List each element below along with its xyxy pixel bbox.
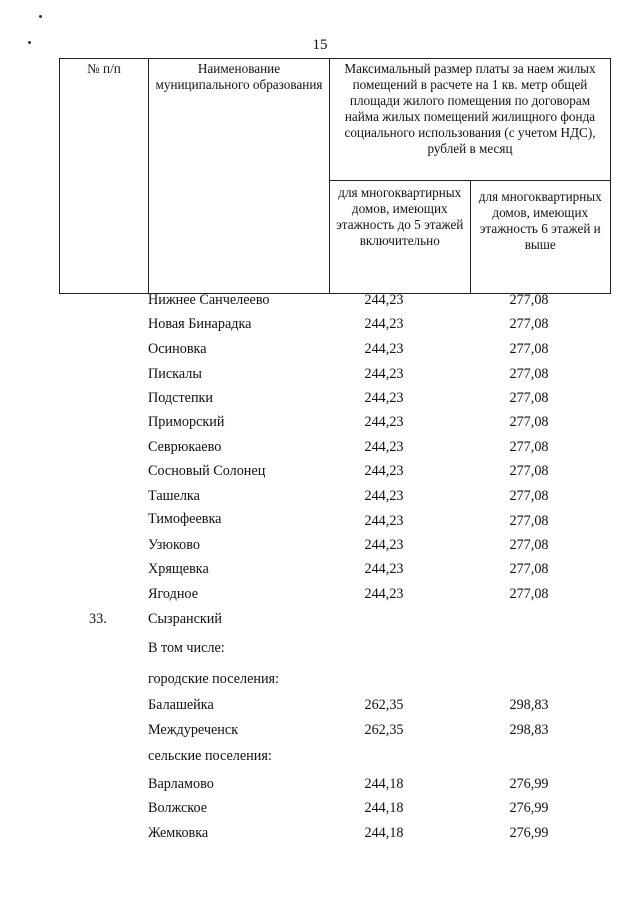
fee-6-floors-and-above: 277,08 <box>509 414 549 430</box>
fee-6-floors-and-above: 277,08 <box>509 513 549 529</box>
municipality-name: Варламово <box>148 776 214 792</box>
table-row <box>0 292 640 312</box>
table-row <box>0 390 640 410</box>
fee-up-to-5-floors: 262,35 <box>364 697 404 713</box>
municipality-name: Сызранский <box>148 611 222 627</box>
table-row <box>0 316 640 336</box>
municipality-name: Хрящевка <box>148 561 209 577</box>
fee-6-floors-and-above: 277,08 <box>509 341 549 357</box>
municipality-name: Междуреченск <box>148 722 239 738</box>
fee-up-to-5-floors: 244,23 <box>364 366 404 382</box>
municipality-name: городские поселения: <box>148 671 280 687</box>
table-row <box>0 800 640 820</box>
fee-up-to-5-floors: 244,23 <box>364 292 404 308</box>
table-row <box>0 561 640 581</box>
fee-up-to-5-floors: 244,23 <box>364 586 404 602</box>
fee-up-to-5-floors: 244,23 <box>364 463 404 479</box>
municipality-name: Приморский <box>148 414 225 430</box>
table-row <box>0 439 640 459</box>
fee-up-to-5-floors: 244,23 <box>364 414 404 430</box>
table-row <box>0 414 640 434</box>
fee-6-floors-and-above: 277,08 <box>509 488 549 504</box>
fee-6-floors-and-above: 277,08 <box>509 316 549 332</box>
municipality-name: Ягодное <box>148 586 198 602</box>
fee-up-to-5-floors: 244,23 <box>364 439 404 455</box>
fee-up-to-5-floors: 244,23 <box>364 316 404 332</box>
fee-6-floors-and-above: 277,08 <box>509 366 549 382</box>
fee-6-floors-and-above: 277,08 <box>509 292 549 308</box>
municipality-name: Ташелка <box>148 488 200 504</box>
municipality-name: Подстепки <box>148 390 214 406</box>
fee-up-to-5-floors: 244,18 <box>364 776 404 792</box>
table-row <box>0 341 640 361</box>
table-row <box>0 537 640 557</box>
table-row <box>0 488 640 508</box>
fee-up-to-5-floors: 244,18 <box>364 825 404 841</box>
municipality-name: Тимофеевка <box>148 511 222 527</box>
table-row <box>0 825 640 845</box>
fee-up-to-5-floors: 244,23 <box>364 561 404 577</box>
fee-6-floors-and-above: 277,08 <box>509 586 549 602</box>
municipality-name: Сосновый Солонец <box>148 463 266 479</box>
municipality-name: Осиновка <box>148 341 207 357</box>
fee-6-floors-and-above: 276,99 <box>509 825 549 841</box>
fee-up-to-5-floors: 244,23 <box>364 513 404 529</box>
municipality-name: Балашейка <box>148 697 214 713</box>
municipality-name: Волжское <box>148 800 208 816</box>
fee-6-floors-and-above: 298,83 <box>509 697 549 713</box>
fee-6-floors-and-above: 298,83 <box>509 722 549 738</box>
column-header-up-to-5-floors: для многоквартирных домов, имеющих этажность до 5 этажей включительно <box>330 181 471 294</box>
column-header-max-fee: Максимальный размер платы за наем жилых помещений в расчете на 1 кв. метр общей площади жилого помещения по договорам найма жилых помещений жилищного фонда социального использования (с учетом НДС), рублей в месяц <box>330 59 611 181</box>
page-number: 15 <box>312 37 328 53</box>
fee-up-to-5-floors: 244,23 <box>364 537 404 553</box>
table-row <box>0 671 640 691</box>
fee-6-floors-and-above: 277,08 <box>509 561 549 577</box>
table-row <box>0 697 640 717</box>
municipality-name: Новая Бинарадка <box>148 316 252 332</box>
fee-6-floors-and-above: 276,99 <box>509 800 549 816</box>
municipality-name: Нижнее Санчелеево <box>148 292 270 308</box>
fee-6-floors-and-above: 277,08 <box>509 463 549 479</box>
table-row <box>0 748 640 768</box>
table-row <box>0 511 640 531</box>
municipality-name: сельские поселения: <box>148 748 272 764</box>
row-number: 33. <box>89 611 107 627</box>
fee-up-to-5-floors: 244,23 <box>364 341 404 357</box>
column-header-municipality: Наименование муниципального образования <box>149 59 330 294</box>
table-row <box>0 722 640 742</box>
municipality-name: Узюково <box>148 537 200 553</box>
table-row <box>0 611 640 631</box>
table-row <box>0 366 640 386</box>
fee-6-floors-and-above: 277,08 <box>509 537 549 553</box>
column-header-number: № п/п <box>60 59 149 294</box>
table-row <box>0 586 640 606</box>
table-row <box>0 463 640 483</box>
fee-6-floors-and-above: 277,08 <box>509 439 549 455</box>
municipality-name: Севрюкаево <box>148 439 222 455</box>
fee-up-to-5-floors: 262,35 <box>364 722 404 738</box>
table-row <box>0 640 640 660</box>
fee-6-floors-and-above: 276,99 <box>509 776 549 792</box>
municipality-name: Пискалы <box>148 366 202 382</box>
fee-6-floors-and-above: 277,08 <box>509 390 549 406</box>
fee-up-to-5-floors: 244,23 <box>364 390 404 406</box>
fee-up-to-5-floors: 244,18 <box>364 800 404 816</box>
column-header-6-floors-and-above: для многоквартирных домов, имеющих этажность 6 этажей и выше <box>470 181 611 294</box>
municipality-name: Жемковка <box>148 825 209 841</box>
table-row <box>0 776 640 796</box>
fee-up-to-5-floors: 244,23 <box>364 488 404 504</box>
municipality-name: В том числе: <box>148 640 225 656</box>
